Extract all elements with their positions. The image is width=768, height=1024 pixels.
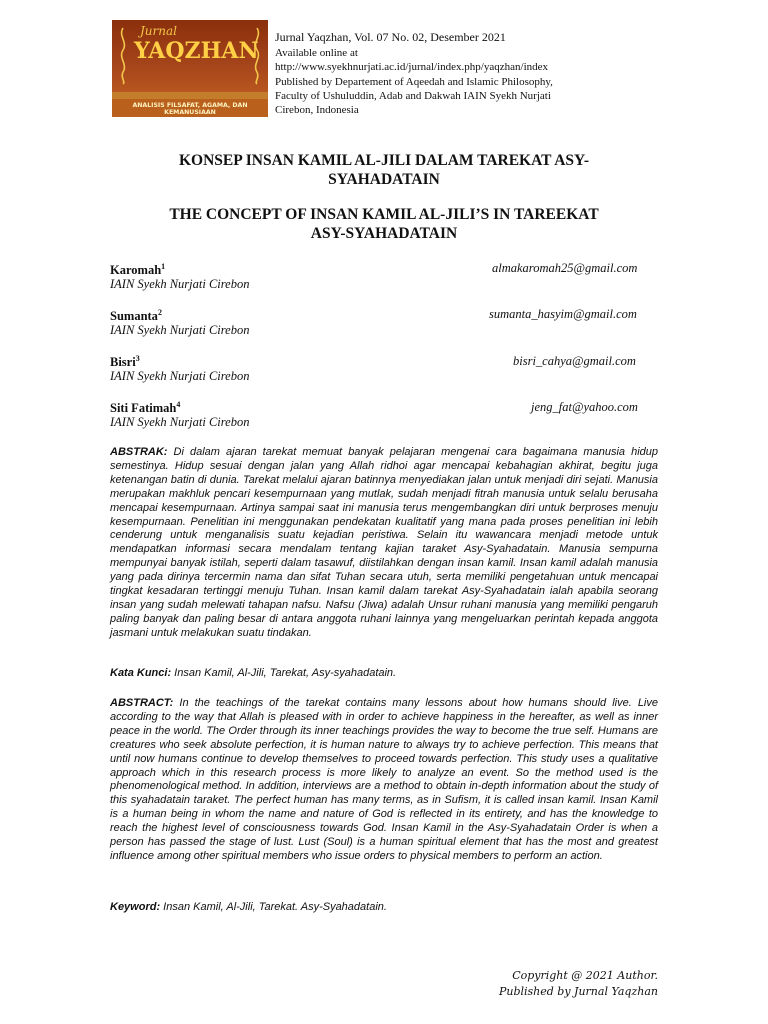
title-indonesian-line-2: SYAHADATAIN <box>328 171 440 188</box>
author-name: Siti Fatimah$^4$ <box>110 400 181 416</box>
author-email: jeng_fat@yahoo.com <box>531 400 638 414</box>
journal-url-link[interactable]: http://www.syekhnurjati.ac.id/jurnal/index.php/yaqzhan/index <box>275 61 549 73</box>
publisher-line-1: Published by Departement of Aqeedah and Islamic Philosophy, <box>275 76 553 88</box>
copyright-notice: Copyright @ 2021 Author. <box>512 969 658 982</box>
title-english <box>100 205 668 243</box>
abstract-paragraph <box>110 697 658 864</box>
published-by-notice: Published by Jurnal Yaqzhan <box>498 985 658 998</box>
available-online-label: Available online at <box>275 47 358 59</box>
author-affiliation: IAIN Syekh Nurjati Cirebon <box>110 369 250 383</box>
author-affiliation: IAIN Syekh Nurjati Cirebon <box>110 323 250 337</box>
author-email: sumanta_hasyim@gmail.com <box>489 307 637 321</box>
logo-journal-name: YAQZHAN <box>134 38 259 64</box>
author-name: Karomah$^1$ <box>110 262 166 278</box>
title-indonesian <box>100 151 668 189</box>
author-affiliation: IAIN Syekh Nurjati Cirebon <box>110 415 250 429</box>
title-indonesian-line-1: KONSEP INSAN KAMIL AL-JILI DALAM TAREKAT ASY- <box>179 152 589 169</box>
logo-bar <box>112 92 268 99</box>
abstrak-paragraph <box>110 446 658 641</box>
abstract-label: ABSTRACT: <box>110 697 174 709</box>
keyword-label: Keyword: <box>110 901 161 913</box>
logo-journal-word: Jurnal <box>140 24 177 38</box>
author-name: Sumanta$^2$ <box>110 308 162 324</box>
kata-kunci-line <box>110 667 658 681</box>
abstrak-text: Di dalam ajaran tarekat memuat banyak pelajaran mengenai cara bagaimana manusia hidup semestinya. Hidup sesuai dengan jalan yang Allah ridhoi agar mencapai kebahagian akhirat, begitu juga ketenangan batin di dunia. Tarekat melalui ajaran batinnya menyediakan jalan untuk menjadi diri sejati. Manusia merupakan makhluk pencari kesempurnaan yang mutlak, sudah menjadi fitrah manusia untuk selalu berusaha mencapai kesempurnaan. Artinya sampai saat ini manusia terus mengembangkan diri untuk berproses menuju kesempurnaan. Penelitian ini menggunakan pendekatan kualitatif yang mana pada proses penelitian ini lebih cenderung untuk menganalisis suatu kejadian peristiwa. Selain itu wawancara menjadi metode untuk mendapatkan informasi secara mendalam tentang kajian taraket Asy-Syahadatain. Manusia sempurna mempunyai banyak istilah, seperti dalam tasawuf, diistilahkan dengan insan kamil. Insan kamil adalah manusia yang pada dirinya tercermin nama dan sifat Tuhan secara utuh, serta memiliki pengetahuan untuk mencapai tingkat kesadaran tertinggi menuju Tuhan. Insan kamil dalam tarekat Asy-Syahadatain ialah apabila seorang insan yang sudah melewati tahapan nafsu. Nafsu (Jiwa) adalah Unsur ruhani manusia yang memiliki pengaruh paling banyak dan paling besar di antara anggota ruhani lainnya yang mengeluarkan perintah kepada anggota jasmani untuk melakukan suatu tindakan. <box>110 446 658 639</box>
author-email: almakaromah25@gmail.com <box>492 261 638 275</box>
abstrak-label: ABSTRAK: <box>110 446 168 458</box>
title-english-line-1: THE CONCEPT OF INSAN KAMIL AL-JILI’S IN TAREEKAT <box>169 206 599 223</box>
keyword-text: Insan Kamil, Al-Jili, Tarekat. Asy-Syahadatain. <box>160 901 387 913</box>
journal-citation: Jurnal Yaqzhan, Vol. 07 No. 02, Desember 2021 <box>275 30 506 44</box>
logo-tagline: ANALISIS FILSAFAT, AGAMA, DAN KEMANUSIAAN <box>132 102 248 116</box>
kata-kunci-text: Insan Kamil, Al-Jili, Tarekat, Asy-syahadatain. <box>171 667 397 679</box>
keyword-line <box>110 901 658 915</box>
title-english-line-2: ASY-SYAHADATAIN <box>310 225 458 242</box>
publisher-line-2: Faculty of Ushuluddin, Adab and Dakwah IAIN Syekh Nurjati <box>275 90 551 102</box>
publisher-line-3: Cirebon, Indonesia <box>275 104 359 116</box>
journal-logo <box>112 20 268 117</box>
ornament-left-icon <box>116 26 130 86</box>
author-affiliation: IAIN Syekh Nurjati Cirebon <box>110 277 250 291</box>
kata-kunci-label: Kata Kunci: <box>110 667 172 679</box>
author-email: bisri_cahya@gmail.com <box>513 354 636 368</box>
author-name: Bisri$^3$ <box>110 354 140 370</box>
abstract-text: In the teachings of the tarekat contains many lessons about how humans should live. Live according to the way that Allah is pleased with in order to achieve happiness in the hereafter, as well as inner peace in the world. The Order through its inner teachings provides the way to become the true self. Humans are creatures who seek absolute perfection, it is human nature to always try to achieve perfection. This means that until now humans continue to develop themselves to proceed towards perfection. This study uses a qualitative approach which in this research process is more likely to analyze an event. So the method used is the phenomenological method. In addition, interviews are a method to obtain in-depth information about the study of this syahadatain taraket. The perfect human has many terms, as in Sufism, it is called insan kamil. Insan Kamil is a human being in whom the name and nature of God is reflected in its entirety, and has the knowledge to reach the highest level of consciousness towards God. Insan Kamil in the Asy-Syahadatain Order is when a person has passed the stage of lust. Lust (Soul) is a human spiritual element that has the most and greatest influence among other spiritual members who issue orders to physical members to perform an action. <box>110 697 658 862</box>
